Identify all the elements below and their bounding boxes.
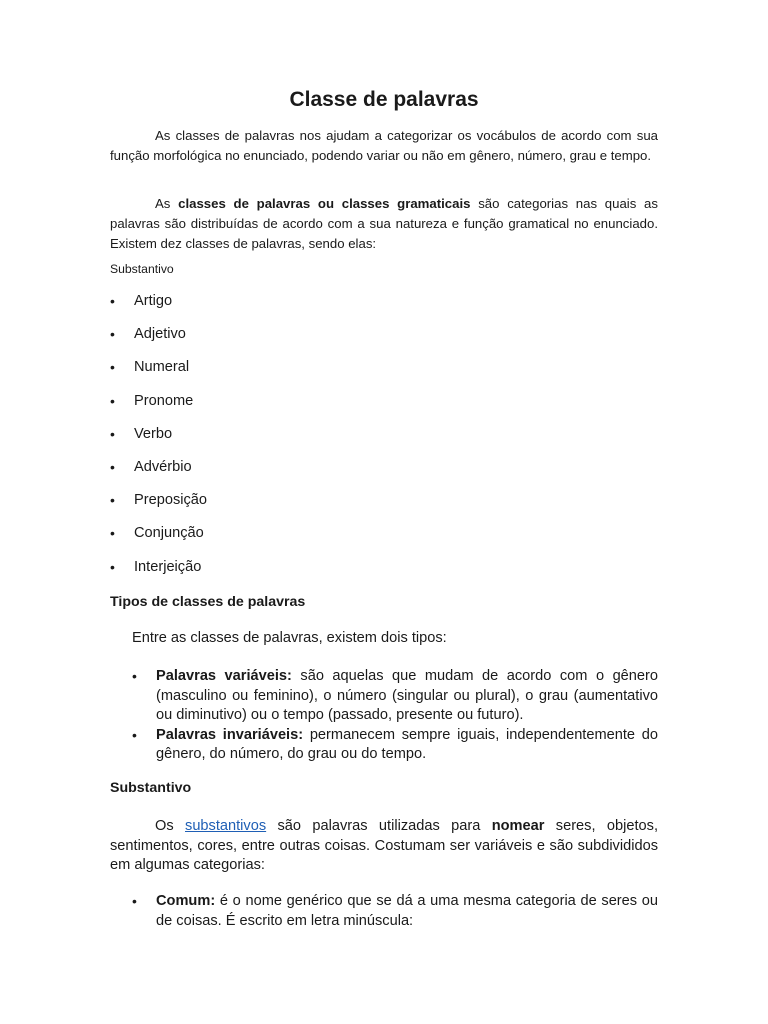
- definition-bold-term: classes de palavras ou classes gramaticais: [178, 196, 471, 211]
- bullet-icon: •: [110, 458, 115, 475]
- bullet-icon: •: [132, 893, 137, 909]
- noun-bold-term: nomear: [491, 818, 545, 834]
- type-description: são aquelas que mudam de acordo com o gênero (masculino ou feminino), o número (singular ou plural), o grau (aumentativo ou diminutivo) ou o tempo (passado, presente ou futuro).: [156, 668, 659, 724]
- page-title: Classe de palavras: [289, 88, 479, 111]
- noun-mid: são palavras utilizadas para: [266, 818, 492, 834]
- type-term: Palavras invariáveis:: [156, 726, 304, 743]
- list-item: [110, 391, 207, 424]
- bullet-icon: •: [110, 359, 115, 376]
- noun-heading: Substantivo: [110, 780, 192, 796]
- list-item-label: Conjunção: [134, 525, 204, 542]
- list-item-label: Preposição: [134, 492, 208, 509]
- bullet-icon: •: [110, 492, 115, 509]
- type-description: permanecem sempre iguais, independentemente do gênero, do número, do grau ou do tempo.: [156, 726, 658, 763]
- definition-post: são categorias nas quais as palavras são distribuídas de acordo com a sua natureza e função gramatical no enunciado. Existem dez classes de palavras, sendo elas:: [110, 196, 658, 251]
- bullet-icon: •: [132, 668, 137, 684]
- list-item-label: Numeral: [134, 359, 190, 376]
- list-item-label: Pronome: [134, 392, 194, 409]
- types-list: [132, 667, 658, 765]
- bullet-icon: •: [110, 425, 115, 442]
- bullet-icon: •: [132, 726, 137, 743]
- first-class-item: Substantivo: [110, 262, 174, 276]
- type-term: Palavras variáveis:: [156, 668, 292, 684]
- list-item: [110, 424, 207, 457]
- list-item: [110, 557, 207, 590]
- noun-types-list: [132, 892, 658, 931]
- bullet-icon: •: [110, 525, 115, 542]
- noun-paragraph: [110, 817, 658, 876]
- word-classes-list: [110, 291, 207, 590]
- substantivos-link[interactable]: substantivos: [185, 818, 267, 834]
- list-item-label: Adjetivo: [134, 326, 186, 343]
- list-item: [110, 490, 207, 523]
- types-intro: Entre as classes de palavras, existem dois tipos:: [132, 630, 447, 646]
- noun-type-term: Comum:: [156, 893, 216, 909]
- types-heading: Tipos de classes de palavras: [110, 594, 306, 610]
- definition-paragraph: [110, 194, 658, 253]
- list-item-label: Interjeição: [134, 558, 202, 575]
- bullet-icon: •: [110, 392, 115, 409]
- list-item: [110, 357, 207, 390]
- noun-type-description: é o nome genérico que se dá a uma mesma categoria de seres ou de coisas. É escrito em letra minúscula:: [156, 893, 658, 929]
- noun-post: seres, objetos, sentimentos, cores, entre outras coisas. Costumam ser variáveis e são subdivididos em algumas categorias:: [110, 818, 659, 874]
- bullet-icon: •: [110, 326, 115, 343]
- list-item: [132, 726, 658, 765]
- list-item-label: Verbo: [134, 425, 173, 442]
- noun-pre: Os: [155, 818, 186, 834]
- list-item: [110, 291, 207, 324]
- list-item-label: Advérbio: [134, 458, 192, 475]
- intro-paragraph: As classes de palavras nos ajudam a categorizar os vocábulos de acordo com sua função morfológica no enunciado, podendo variar ou não em gênero, número, grau e tempo.: [110, 128, 658, 163]
- list-item: [110, 523, 207, 556]
- list-item: [110, 457, 207, 490]
- list-item: [132, 892, 658, 931]
- definition-pre: As: [155, 196, 179, 211]
- list-item: [132, 667, 658, 726]
- bullet-icon: •: [110, 558, 115, 575]
- bullet-icon: •: [110, 293, 115, 309]
- list-item: [110, 324, 207, 357]
- list-item-label: Artigo: [134, 293, 173, 309]
